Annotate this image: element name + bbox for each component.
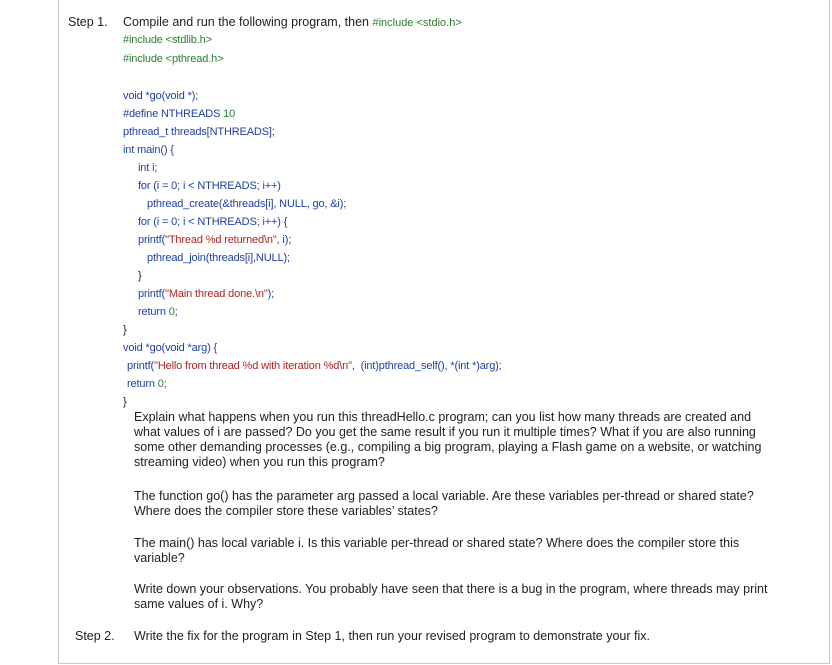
code-token: ; [174, 306, 178, 318]
step2-text: Write the fix for the program in Step 1, then run your revised program to demonstrate your fix. [134, 629, 650, 643]
code-line-return-go [127, 378, 167, 391]
code-token: ; [163, 378, 167, 390]
code-token: pthread_join(threads[i], [147, 252, 256, 264]
code-token: pthread_create(&threads[i], [147, 198, 280, 210]
step1-heading [123, 15, 462, 29]
question-paragraph-2: The function go() has the parameter arg passed a local variable. Are these variables per-thread or shared state? Where does the compiler store these variables’ states? [134, 489, 754, 518]
code-line-close-brace: } [138, 270, 142, 282]
code-token: printf( [138, 234, 166, 246]
code-token: "Thread %d returned\n" [165, 234, 277, 246]
step1-heading-text: Compile and run the following program, then [123, 15, 373, 29]
step1-heading-include: #include <stdio.h> [372, 17, 462, 29]
code-token: return [138, 306, 169, 318]
code-token: #define NTHREADS [123, 108, 224, 120]
code-token: , go, &i); [306, 198, 347, 210]
code-line-include-pthread: #include <pthread.h> [123, 53, 224, 65]
step2-label: Step 2. [75, 629, 115, 643]
code-token: ); [283, 252, 290, 264]
code-token: ); [267, 288, 275, 300]
code-line-go-definition: void *go(void *arg) { [123, 342, 218, 354]
code-token: void [123, 90, 143, 102]
code-token: 10 [223, 108, 236, 120]
code-line-go-prototype [123, 90, 198, 103]
code-token: "Main thread done.\n" [165, 288, 268, 300]
code-token: printf( [138, 288, 166, 300]
code-line-printf-main-done [138, 288, 274, 301]
code-token: NULL [279, 198, 307, 210]
code-line-printf-returned [138, 234, 291, 247]
code-token: return [127, 378, 158, 390]
step1-label: Step 1. [68, 15, 108, 29]
code-line-pthread-join [147, 252, 290, 265]
question-paragraph-3: The main() has local variable i. Is this variable per-thread or shared state? Where does the compiler store this variable? [134, 536, 740, 565]
code-token: 0 [157, 378, 164, 390]
code-token: printf( [127, 360, 155, 372]
code-line-pthread-create [147, 198, 346, 211]
question-paragraph-1: Explain what happens when you run this threadHello.c program; can you list how many threads are created and what values of i are passed? Do you get the same result if you run it multiple times? What if you are also running some other demanding processes (e.g., compiling a big program, playing a Flash game on a website, or watching streaming video) when you run this program? [134, 410, 762, 469]
code-token: "Hello from thread %d with iteration %d\n" [154, 360, 352, 372]
question-paragraph-4: Write down your observations. You probably have seen that there is a bug in the program, where threads may print same values of i. Why? [134, 582, 768, 611]
code-token: , i); [276, 234, 292, 246]
code-line-return-main [138, 306, 178, 319]
code-token: , (int)pthread_self(), *(int *)arg); [351, 360, 502, 372]
code-line-threads-array: pthread_t threads[NTHREADS]; [123, 126, 275, 138]
code-token: 0 [168, 306, 175, 318]
code-line-int-i: int i; [138, 162, 158, 174]
code-token: NULL [255, 252, 284, 264]
code-token: *go(void *); [142, 90, 199, 102]
code-line-go-close: } [123, 396, 127, 408]
code-line-main: int main() { [123, 144, 174, 156]
code-line-for-create: for (i = 0; i < NTHREADS; i++) [138, 180, 281, 192]
code-line-main-close: } [123, 324, 127, 336]
code-line-printf-hello [127, 360, 502, 373]
code-line-define [123, 108, 235, 121]
code-line-include-stdlib: #include <stdlib.h> [123, 34, 212, 46]
code-line-for-join: for (i = 0; i < NTHREADS; i++) { [138, 216, 288, 228]
